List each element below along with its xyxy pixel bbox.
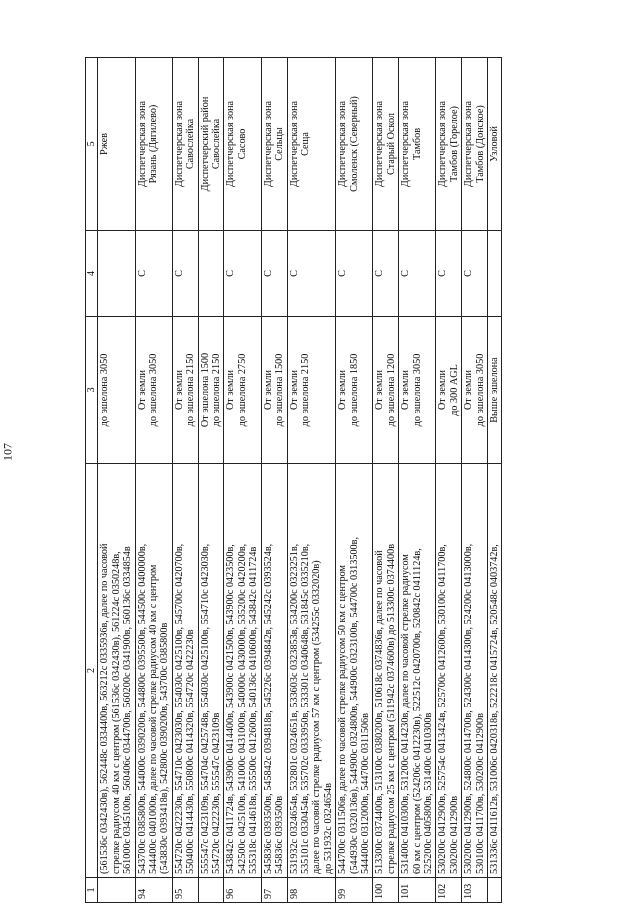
altitude-line: до эшелона 3050: [411, 353, 423, 427]
altitude-line: до эшелона 2150: [185, 353, 197, 427]
zone-name: [399, 58, 436, 231]
airspace-class: С: [172, 231, 198, 317]
zone-coordinates: [336, 464, 373, 878]
zone-name-line: Диспетчерская зона: [288, 100, 300, 188]
zone-name-line: Тамбов (Донское): [474, 105, 486, 183]
altitude-line: От земли: [374, 370, 386, 410]
zone-name-line: Диспетчерский район: [199, 96, 211, 192]
coordinates-line: 561000с 0345100в, 560406с 0344700в, 560200с 0341900в, 560136с 0334854в: [122, 546, 134, 874]
zone-name: [135, 58, 172, 231]
zone-name: [488, 58, 502, 231]
zone-coordinates: [98, 464, 135, 878]
row-number: [198, 878, 224, 903]
altitude-line: От земли: [288, 370, 300, 410]
coordinates-line: стрелке радиусом 40 км с центром (561536с 0342430в), 561224с 0350248в,: [110, 551, 122, 874]
airspace-class: С: [399, 231, 436, 317]
zone-coordinates: [172, 464, 198, 878]
table-row: [488, 58, 502, 903]
altitude-line: до эшелона 2750: [236, 353, 248, 427]
airspace-class: С: [373, 231, 399, 317]
altitude-line: От земли: [173, 370, 185, 410]
altitude-line: до 300 AGL: [448, 364, 460, 416]
zone-name-line: Смоленск (Северный): [348, 96, 360, 192]
header-col-5: 5: [86, 58, 98, 231]
altitude-line: От земли: [225, 370, 237, 410]
row-number: 97: [261, 878, 287, 903]
zone-name-line: Диспетчерская зона: [173, 100, 185, 188]
altitude-line: до эшелона 1500: [274, 353, 286, 427]
coordinates-line: 544400с 0401000в, далее по часовой стрелке радиусом 40 км с центром: [148, 564, 160, 874]
table-row: [224, 58, 261, 903]
table-row: [172, 58, 198, 903]
airspace-class: [488, 231, 502, 317]
coordinates-line: 555547с 0423109в, 554704с 0425748в, 554030с 0425100в, 554710с 0423030в,: [199, 543, 211, 874]
zone-name: [462, 58, 488, 231]
coordinates-line: 60 км с центром (524206с 0412230в), 522512с 0420700в, 520842с 0411124в,: [411, 548, 423, 874]
zone-name: [198, 58, 224, 231]
zone-name-line: Сеща: [299, 132, 311, 156]
table-row: [135, 58, 172, 903]
row-number: 95: [172, 878, 198, 903]
zone-name: [336, 58, 373, 231]
airspace-class: С: [287, 231, 336, 317]
coordinates-line: 545836с 0393500в: [274, 795, 286, 874]
altitude-limits: [336, 317, 373, 464]
zone-coordinates: [436, 464, 462, 878]
zone-name: [287, 58, 336, 231]
row-number: 100: [373, 878, 399, 903]
row-number: 103: [462, 878, 488, 903]
coordinates-line: 545836с 0393500в, 545842с 0394818в, 545226с 0394842в, 545242с 0393524в,: [262, 543, 274, 874]
coordinates-line: 531400с 0410300в, 531200с 0414230в, далее по часовой стрелке радиусом: [400, 554, 412, 874]
altitude-line: От земли: [337, 370, 349, 410]
zone-name-line: Тамбов: [411, 127, 423, 161]
zone-name-line: Диспетчерская зона: [374, 100, 386, 188]
row-number: [98, 878, 135, 903]
altitude-line: От эшелона 1500: [199, 352, 211, 428]
airspace-class: [98, 231, 135, 317]
table-row: [336, 58, 373, 903]
row-number: 102: [436, 878, 462, 903]
zone-name: [373, 58, 399, 231]
zone-name-line: Диспетчерская зона: [225, 100, 237, 188]
coordinates-line: (543830с 0393418в), 542800с 0390200в, 543700с 0385800в: [159, 622, 171, 874]
row-number: 98: [287, 878, 336, 903]
altitude-line: От земли: [136, 370, 148, 410]
altitude-line: до эшелона 1850: [348, 353, 360, 427]
zone-coordinates: [224, 464, 261, 878]
row-number: [488, 878, 502, 903]
zone-name: [224, 58, 261, 231]
zone-name-line: Диспетчерская зона: [337, 100, 349, 188]
zone-name-line: Сасово: [236, 128, 248, 160]
coordinates-line: 535318с 0414618в, 535500с 0412600в, 540136с 0410600в, 543842с 0411724в: [248, 546, 260, 874]
zone-name-line: Старый Оскол: [385, 112, 397, 176]
coordinates-line: 544700с 0311506в, далее по часовой стрелке радиусом 50 км с центром: [337, 565, 349, 874]
header-col-3: 3: [86, 317, 98, 464]
coordinates-line: 530200с 0412900в, 524800с 0414700в, 524300с 0414300в, 524200с 0413000в,: [463, 543, 475, 874]
zone-name: [98, 58, 135, 231]
coordinates-line: 531932с 0324654в, 532801с 0324651в, 533603с 0323853в, 534200с 0323251в,: [288, 543, 300, 874]
airspace-class: [198, 231, 224, 317]
row-number: 101: [399, 878, 436, 903]
airspace-class: С: [436, 231, 462, 317]
table-body: [98, 58, 502, 903]
altitude-line: до эшелона 2150: [299, 353, 311, 427]
header-col-2: 2: [86, 464, 98, 878]
airspace-class: С: [462, 231, 488, 317]
table-row: [373, 58, 399, 903]
airspace-class: С: [261, 231, 287, 317]
altitude-limits: [135, 317, 172, 464]
altitude-limits: [462, 317, 488, 464]
zone-name-line: Диспетчерская зона: [437, 100, 449, 188]
altitude-line: до эшелона 3050: [99, 353, 111, 427]
altitude-limits: [198, 317, 224, 464]
coordinates-line: 530100с 0411700в, 530200с 0412900в: [474, 713, 486, 874]
coordinates-line: стрелке радиусом 25 км с центром (511942с 0374600в) до 513300с 0374400в: [385, 543, 397, 874]
row-number: 99: [336, 878, 373, 903]
zone-name-line: Диспетчерская зона: [262, 100, 274, 188]
table-row: [198, 58, 224, 903]
coordinates-line: 525200с 0405800в, 531400с 0410300в: [422, 712, 434, 874]
zone-name-line: Сельцы: [274, 127, 286, 161]
rotated-table-container: [85, 58, 579, 903]
table-row: [98, 58, 135, 903]
coordinates-line: 543700с 0385800в, 544000с 0390200в, 544800с 0395500в, 544500с 0400000в,: [136, 543, 148, 874]
coordinates-line: 554720с 0422230в, 554710с 0423030в, 554030с 0425100в, 545700с 0420700в,: [173, 543, 185, 874]
zone-name-line: Диспетчерская зона: [463, 100, 475, 188]
altitude-limits: [488, 317, 502, 464]
table-row: [399, 58, 436, 903]
zone-coordinates: [399, 464, 436, 878]
zone-name: [436, 58, 462, 231]
airspace-class: С: [135, 231, 172, 317]
zone-name-line: Тамбов (Горелое): [448, 106, 460, 182]
zone-coordinates: [198, 464, 224, 878]
zone-coordinates: [488, 464, 502, 878]
zone-name-line: Савослейка: [211, 118, 223, 170]
page-number: [0, 440, 16, 464]
zone-name-line: Рязань (Дягилево): [148, 104, 160, 184]
altitude-line: до эшелона 1200: [385, 353, 397, 427]
altitude-line: От земли: [463, 370, 475, 410]
header-col-4: 4: [86, 231, 98, 317]
header-row: [86, 58, 98, 903]
coordinates-line: 535101с 0330454в, 535702с 0333950в, 533301с 0340648в, 531845с 0335210в,: [299, 543, 311, 874]
table-row: [261, 58, 287, 903]
altitude-limits: [224, 317, 261, 464]
table-row: [462, 58, 488, 903]
altitude-line: Выше эшелона: [489, 357, 500, 423]
coordinates-line: 513300с 0374400в, 513100с 0380200в, 510618с 0374836в, далее по часовой: [374, 550, 386, 874]
zone-name: [261, 58, 287, 231]
zone-name-line: Ржев: [99, 133, 111, 155]
zone-coordinates: [287, 464, 336, 878]
coordinates-line: (544930с 0320136в), 544900с 0324800в, 544900с 0323100в, 544700с 0313500в,: [348, 536, 360, 874]
altitude-line: От земли: [437, 370, 449, 410]
zone-name-line: Диспетчерская зона: [400, 100, 412, 188]
altitude-limits: [172, 317, 198, 464]
altitude-limits: [287, 317, 336, 464]
coordinates-line: 543842с 0411724в, 543900с 0414400в, 543900с 0421500в, 543900с 0423500в,: [225, 544, 237, 874]
altitude-limits: [373, 317, 399, 464]
coordinates-line: далее по часовой стрелке радиусом 57 км с центром (534255с 0332020в): [311, 560, 323, 874]
zone-coordinates: [373, 464, 399, 878]
altitude-limits: [436, 317, 462, 464]
airspace-zones-table: [85, 57, 502, 903]
zone-name-line: Диспетчерская зона: [136, 100, 148, 188]
airspace-class: С: [224, 231, 261, 317]
airspace-class: С: [336, 231, 373, 317]
header-col-1: 1: [86, 878, 98, 903]
coordinates-line: 544400с 0312000в, 544700с 0311506в: [359, 713, 371, 874]
coordinates-line: до 531932с 0324654в: [322, 783, 334, 874]
coordinates-line: 554720с 0422230в, 555547с 0423109в: [211, 712, 223, 874]
coordinates-line: 530200с 0412900в: [448, 795, 460, 874]
coordinates-line: 550400с 0414430в, 550800с 0414320в, 554720с 0422230в: [185, 629, 197, 874]
altitude-limits: [261, 317, 287, 464]
zone-coordinates: [135, 464, 172, 878]
row-number: 94: [135, 878, 172, 903]
page-number-text: 107: [0, 443, 15, 461]
coordinates-line: (561536с 0342430в), 562448с 0334400в, 563212с 0335936в, далее по часовой: [99, 543, 111, 874]
altitude-line: От земли: [262, 370, 274, 410]
table-row: [287, 58, 336, 903]
altitude-line: до эшелона 3050: [148, 353, 160, 427]
zone-coordinates: [462, 464, 488, 878]
coordinates-line: 542500с 0425100в, 541000с 0431000в, 540000с 0430000в, 535200с 0420200в,: [236, 543, 248, 874]
altitude-limits: [98, 317, 135, 464]
row-number: 96: [224, 878, 261, 903]
coordinates-line: 531336с 0411612в, 531006с 0420318в, 522218с 0415724в, 520548с 0403742в,: [489, 544, 500, 874]
zone-name-line: Савослейка: [185, 118, 197, 170]
coordinates-line: 530200с 0412900в, 525754с 0413424в, 525700с 0412600в, 530100с 0411700в,: [437, 544, 449, 874]
zone-name-line: Узловой: [489, 126, 500, 162]
zone-name: [172, 58, 198, 231]
zone-coordinates: [261, 464, 287, 878]
altitude-line: до эшелона 2150: [211, 353, 223, 427]
altitude-line: до эшелона 3050: [474, 353, 486, 427]
table-row: [436, 58, 462, 903]
altitude-line: От земли: [400, 370, 412, 410]
altitude-limits: [399, 317, 436, 464]
